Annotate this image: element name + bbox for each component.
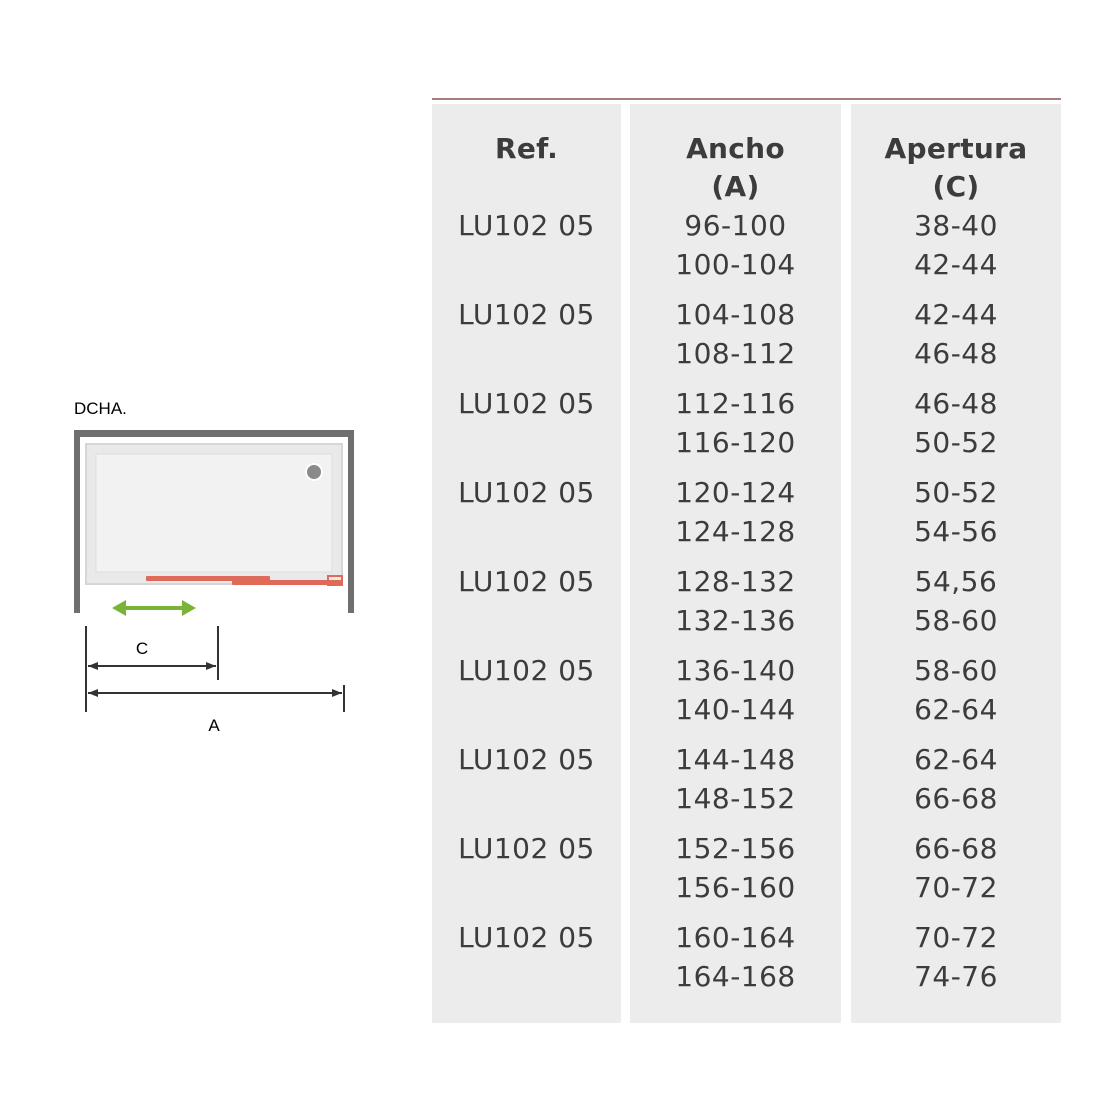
dimension-c-label: C [135,639,149,658]
cell-apertura: 50-52 [914,476,998,509]
cell-ref: LU102 05 [458,476,595,509]
dimension-c-right-arrow [206,662,216,670]
cell-ancho: 100-104 [675,248,796,281]
right-wall [348,430,354,613]
cell-apertura: 66-68 [914,832,998,865]
cell-ref: LU102 05 [458,654,595,687]
header-ancho-line2: (A) [711,170,760,203]
cell-ancho: 156-160 [675,871,796,904]
size-table [432,98,1061,1023]
side-label: DCHA. [74,399,127,418]
cell-ref: LU102 05 [458,565,595,598]
opening-arrow-left-head [112,600,126,616]
cell-ancho: 132-136 [675,604,796,637]
drain-icon [306,464,322,480]
opening-arrow-right-head [182,600,196,616]
back-wall [74,430,354,437]
cell-apertura: 70-72 [914,871,998,904]
cell-ref: LU102 05 [458,387,595,420]
left-wall [74,430,80,613]
fixed-door-panel [232,580,342,585]
dimension-a-right-arrow [332,689,342,697]
cell-apertura: 58-60 [914,654,998,687]
header-apertura-line2: (C) [932,170,980,203]
cell-ref: LU102 05 [458,743,595,776]
dimension-a-left-arrow [88,689,98,697]
cell-apertura: 70-72 [914,921,998,954]
header-ref: Ref. [494,132,559,165]
shower-layout-diagram [60,390,380,750]
cell-ancho: 96-100 [684,209,787,242]
cell-ancho: 104-108 [675,298,796,331]
cell-apertura: 58-60 [914,604,998,637]
cell-ancho: 116-120 [675,426,796,459]
dimension-a-label: A [208,716,220,735]
dimension-c-left-arrow [88,662,98,670]
header-ancho-line1: Ancho [686,132,785,165]
cell-apertura: 42-44 [914,248,998,281]
cell-apertura: 74-76 [914,960,998,993]
cell-ancho: 112-116 [675,387,796,420]
cell-ancho: 124-128 [675,515,796,548]
cell-ancho: 140-144 [675,693,796,726]
column-ancho [630,104,841,1023]
cell-apertura: 38-40 [914,209,998,242]
cell-apertura: 50-52 [914,426,998,459]
cell-ref: LU102 05 [458,832,595,865]
cell-ref: LU102 05 [458,209,595,242]
table-top-rule [432,98,1061,100]
cell-ref: LU102 05 [458,921,595,954]
shower-tray-inner [96,454,332,572]
cell-apertura: 46-48 [914,337,998,370]
cell-ancho: 144-148 [675,743,796,776]
column-ref [432,104,621,1023]
cell-ancho: 160-164 [675,921,796,954]
cell-ancho: 120-124 [675,476,796,509]
cell-apertura: 62-64 [914,693,998,726]
cell-ancho: 152-156 [675,832,796,865]
cell-ancho: 136-140 [675,654,796,687]
cell-ancho: 164-168 [675,960,796,993]
cell-apertura: 54-56 [914,515,998,548]
column-apertura [851,104,1061,1023]
cell-apertura: 62-64 [914,743,998,776]
cell-ancho: 148-152 [675,782,796,815]
header-apertura-line1: Apertura [884,132,1028,165]
cell-apertura: 46-48 [914,387,998,420]
cell-ancho: 108-112 [675,337,796,370]
cell-apertura: 42-44 [914,298,998,331]
cell-ancho: 128-132 [675,565,796,598]
cell-apertura: 66-68 [914,782,998,815]
cell-ref: LU102 05 [458,298,595,331]
cell-apertura: 54,56 [914,565,998,598]
